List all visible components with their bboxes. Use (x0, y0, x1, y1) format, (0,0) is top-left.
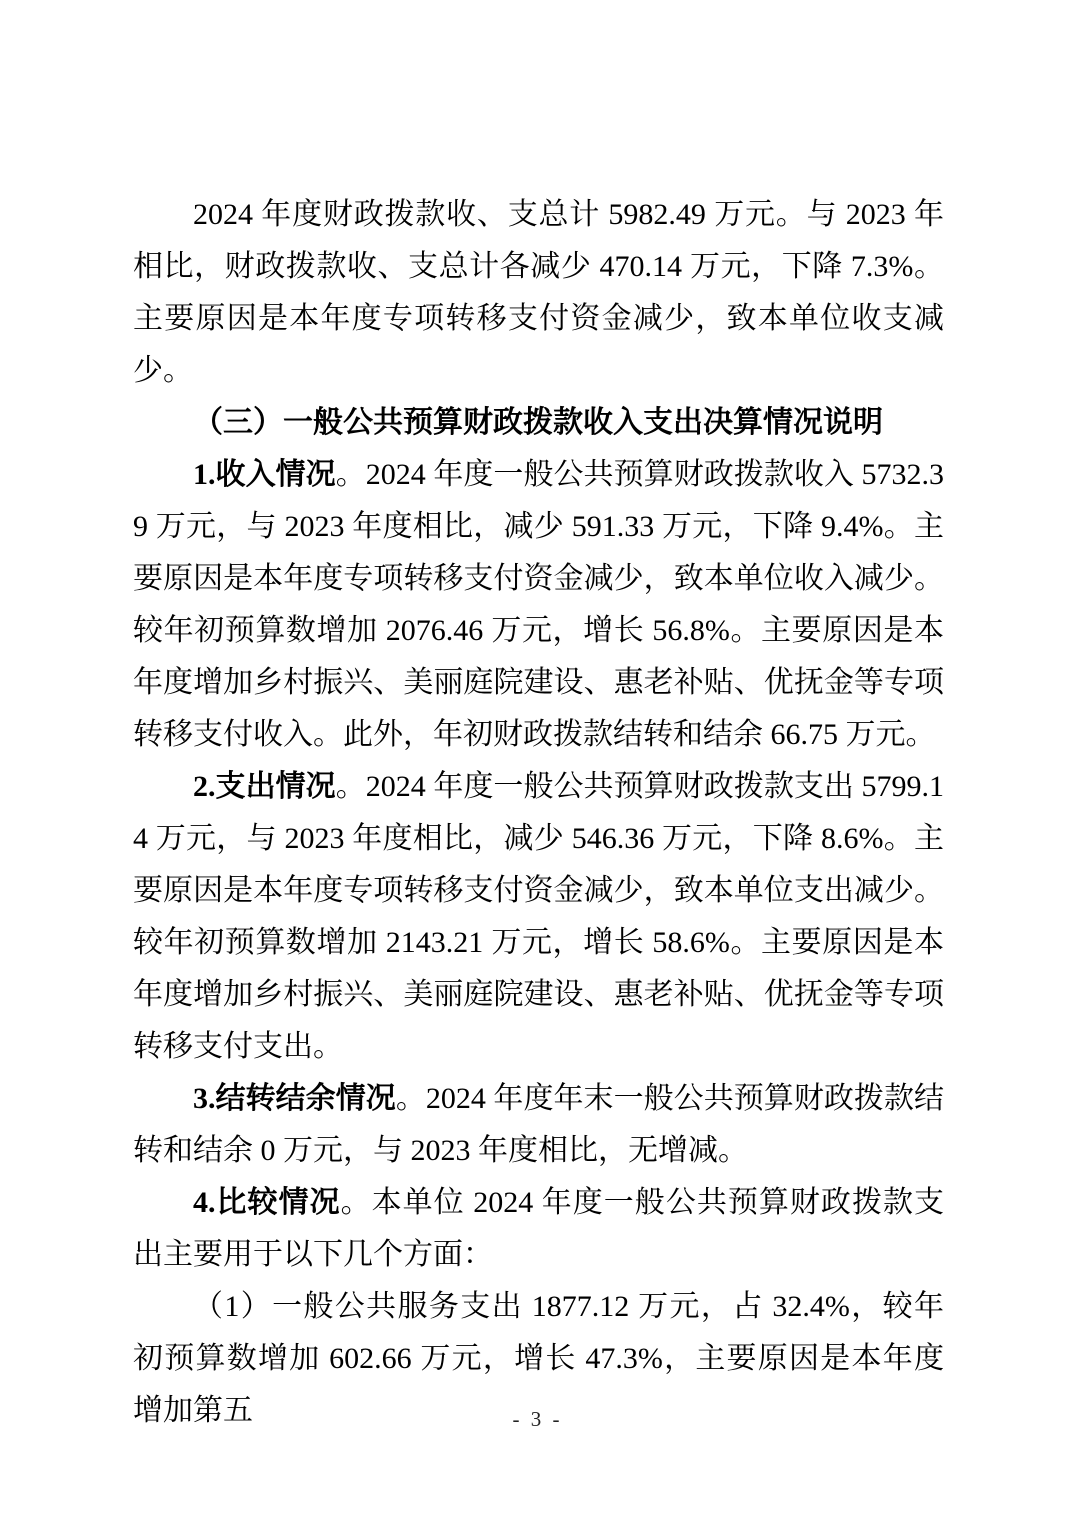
text-segment: （三）一般公共预算财政拨款收入支出决算情况说明 (193, 406, 883, 439)
text-segment: 。2024 年度一般公共预算财政拨款支出 5799.14 万元，与 2023 年度相比，减少 546.36 万元，下降 8.6%。主要原因是本年度专项转移支付资金减少，致本单位支出减少。较年初预算数增加 2143.21 万元，增长 58.6%。主要原因是本年度增加乡村振兴、美丽庭院建设、惠老补贴、优抚金等专项转移支付支出。 (133, 770, 945, 1063)
text-segment: 4.比较情况 (193, 1186, 341, 1219)
para-carryover-balance (133, 1073, 944, 1177)
text-segment: 2.支出情况 (193, 770, 336, 803)
document-body (133, 189, 944, 1437)
text-segment: 。2024 年度一般公共预算财政拨款收入 5732.39 万元，与 2023 年度相比，减少 591.33 万元，下降 9.4%。主要原因是本年度专项转移支付资金减少，致本单位收入减少。较年初预算数增加 2076.46 万元，增长 56.8%。主要原因是本年度增加乡村振兴、美丽庭院建设、惠老补贴、优抚金等专项转移支付收入。此外，年初财政拨款结转和结余 66.75 万元。 (133, 458, 945, 751)
para-expenditure-situation (133, 761, 944, 1073)
text-segment: 。本单位 2024 年度一般公共预算财政拨款支出主要用于以下几个方面： (133, 1186, 945, 1271)
text-segment: 3.结转结余情况 (193, 1082, 396, 1115)
text-segment: 。2024 年度年末一般公共预算财政拨款结转和结余 0 万元，与 2023 年度相比，无增减。 (133, 1082, 945, 1167)
text-segment: 1.收入情况 (193, 458, 336, 491)
para-income-situation (133, 449, 944, 761)
para-fiscal-appropriation-total (133, 189, 944, 397)
heading-section-three (133, 397, 944, 449)
page-footer (0, 1404, 1075, 1434)
para-comparison-intro (133, 1177, 944, 1281)
text-segment: 2024 年度财政拨款收、支总计 5982.49 万元。与 2023 年相比，财政拨款收、支总计各减少 470.14 万元，下降 7.3%。主要原因是本年度专项转移支付资金减少，致本单位收支减少。 (133, 198, 944, 387)
text-segment: （1）一般公共服务支出 1877.12 万元，占 32.4%，较年初预算数增加 602.66 万元，增长 47.3%，主要原因是本年度增加第五 (133, 1290, 944, 1427)
page-number: - 3 - (512, 1407, 563, 1431)
